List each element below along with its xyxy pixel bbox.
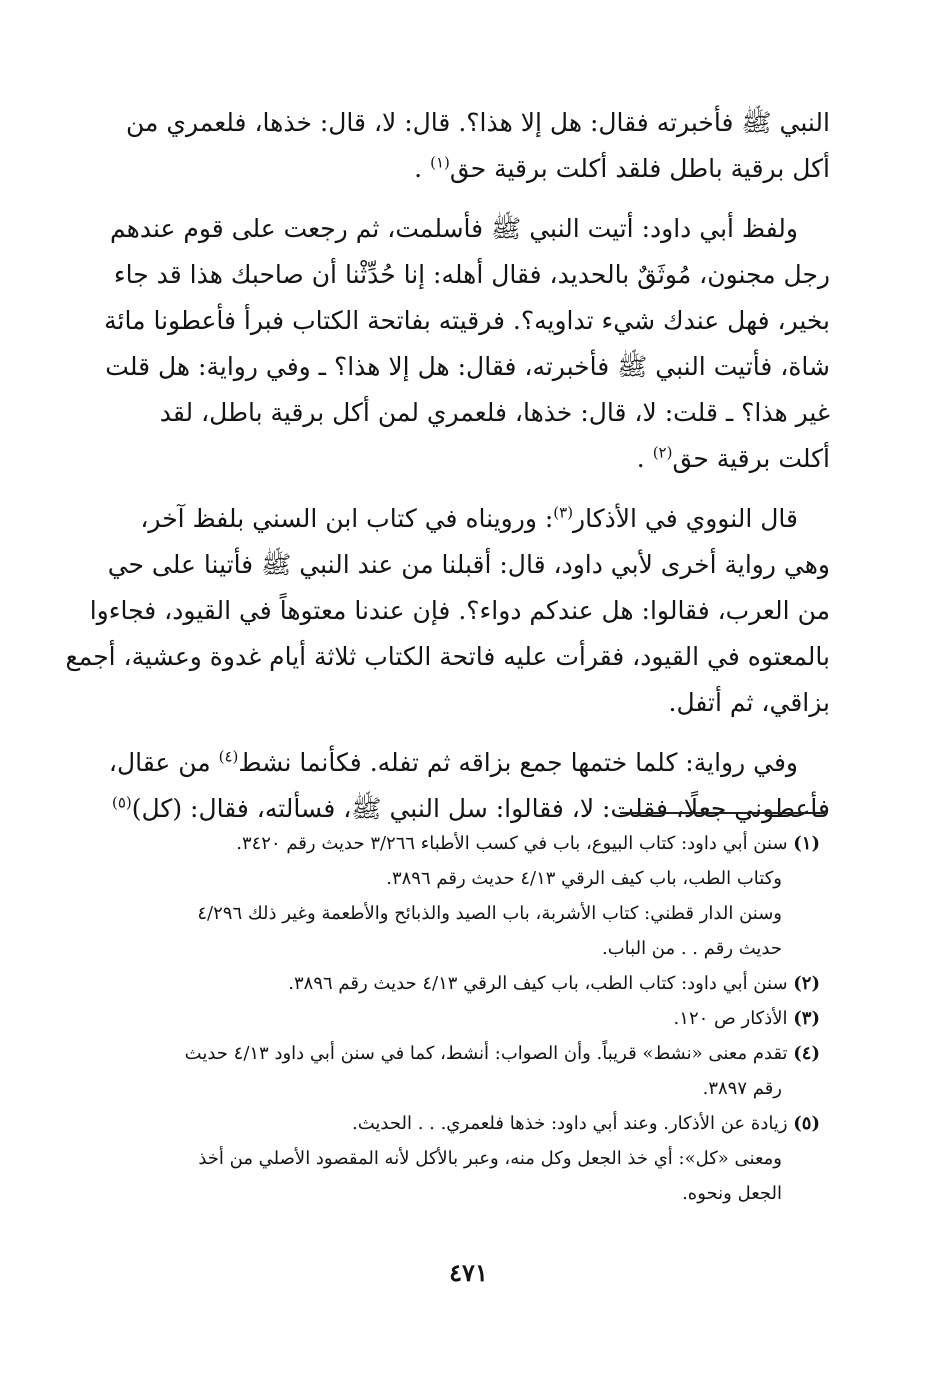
footnote-line: [130, 1106, 820, 1141]
footnote-separator: [620, 812, 825, 814]
footnote-text: تقدم معنى «نشط» قريباً. وأن الصواب: أنشط، كما في سنن أبي داود ٤/١٣ حديث: [184, 1043, 788, 1064]
text-line: بالمعتوه في القيود، فقرأت عليه فاتحة الكتاب ثلاثة أيام غدوة وعشية، أجمع: [65, 642, 830, 671]
footnotes: [130, 826, 820, 1211]
text-line: غير هذا؟ ـ قلت: لا، قال: خذها، فلعمري لمن أكل برقية باطل، لقد: [159, 398, 830, 427]
text-segment: .: [636, 444, 645, 473]
paragraph: [65, 496, 830, 726]
text-segment: .: [414, 154, 423, 183]
paragraph: [126, 100, 830, 192]
page-number: ٤٧١: [449, 1258, 488, 1287]
paragraph: [108, 740, 830, 832]
footnote-number: (٢): [793, 973, 820, 994]
footnote-line: وكتاب الطب، باب كيف الرقي ٤/١٣ حديث رقم ٣٨٩٦.: [386, 868, 782, 889]
text-line: النبي ﷺ فأخبرته فقال: هل إلا هذا؟. قال: لا، قال: خذها، فلعمري من: [126, 108, 830, 137]
paragraph: [104, 206, 830, 482]
footnote-line: رقم ٣٨٩٧.: [702, 1078, 782, 1099]
footnote-number: (١): [793, 833, 820, 854]
footnote-line: [130, 1001, 820, 1036]
footnote-line: [130, 966, 820, 1001]
footnote-number: (٥): [793, 1113, 820, 1134]
text-segment: أكل برقية باطل فلقد أكلت برقية حق: [449, 154, 830, 183]
text-segment: فأعطوني جعلًا، فقلت: لا، فقالوا: سل النبي ﷺ، فسألته، فقال: (كل): [131, 794, 830, 823]
text-line: [108, 740, 830, 786]
footnote-ref: (٤): [218, 747, 239, 766]
footnote-ref: (٢): [652, 443, 673, 462]
text-segment: وفي رواية: كلما ختمها جمع بزاقه ثم تفله. فكأنما نشط: [238, 748, 798, 777]
footnote-text: سنن أبي داود: كتاب البيوع، باب في كسب الأطباء ٣/٢٦٦ حديث رقم ٣٤٢٠.: [236, 833, 788, 854]
footnote-line: حديث رقم . . من الباب.: [602, 938, 782, 959]
text-segment: أكلت برقية حق: [672, 444, 830, 473]
text-line: وهي رواية أخرى لأبي داود، قال: أقبلنا من عند النبي ﷺ فأتينا على حي: [107, 550, 830, 579]
footnote-text: الأذكار ص ١٢٠.: [673, 1008, 788, 1029]
text-segment: من عقال،: [108, 748, 219, 777]
footnote-text: سنن أبي داود: كتاب الطب، باب كيف الرقي ٤/١٣ حديث رقم ٣٨٩٦.: [288, 973, 788, 994]
footnote-line: الجعل ونحوه.: [682, 1183, 782, 1204]
footnote-ref: (١): [430, 153, 450, 172]
text-line: رجل مجنون، مُوثَقٌ بالحديد، فقال أهله: إنا حُدِّثْنا أن صاحبك هذا قد جاء: [113, 260, 830, 289]
text-line: ولفظ أبي داود: أتيت النبي ﷺ فأسلمت، ثم رجعت على قوم عندهم: [110, 214, 798, 243]
footnote-line: [130, 826, 820, 861]
text-segment: : ورويناه في كتاب ابن السني بلفظ آخر،: [140, 504, 554, 533]
text-line: بخير، فهل عندك شيء تداويه؟. فرقيته بفاتحة الكتاب فبرأ فأعطونا مائة: [104, 306, 830, 335]
text-line: شاة، فأتيت النبي ﷺ فأخبرته، فقال: هل إلا هذا؟ ـ وفي رواية: هل قلت: [105, 352, 830, 381]
text-line: [130, 146, 830, 192]
footnote-ref: (٥): [111, 793, 132, 812]
footnote-number: (٣): [793, 1008, 820, 1029]
footnote-line: [130, 1036, 820, 1071]
main-text: [65, 100, 830, 832]
text-line: من العرب، فقالوا: هل عندكم دواء؟. فإن عندنا معتوهاً في القيود، فجاءوا: [89, 596, 830, 625]
footnote-line: ومعنى «كل»: أي خذ الجعل وكل منه، وعبر بالأكل لأنه المقصود الأصلي من أخذ: [198, 1148, 782, 1169]
footnote-ref: (٣): [553, 503, 574, 522]
footnote-line: وسنن الدار قطني: كتاب الأشربة، باب الصيد والذبائح والأطعمة وغير ذلك ٤/٢٩٦: [197, 903, 782, 924]
footnote-text: زيادة عن الأذكار. وعند أبي داود: خذها فلعمري. . . الحديث.: [352, 1113, 788, 1134]
text-segment: قال النووي في الأذكار: [573, 504, 798, 533]
text-line: [130, 436, 830, 482]
footnote-number: (٤): [793, 1043, 820, 1064]
text-line: [130, 496, 830, 542]
text-line: بزاقي، ثم أتفل.: [668, 688, 830, 717]
